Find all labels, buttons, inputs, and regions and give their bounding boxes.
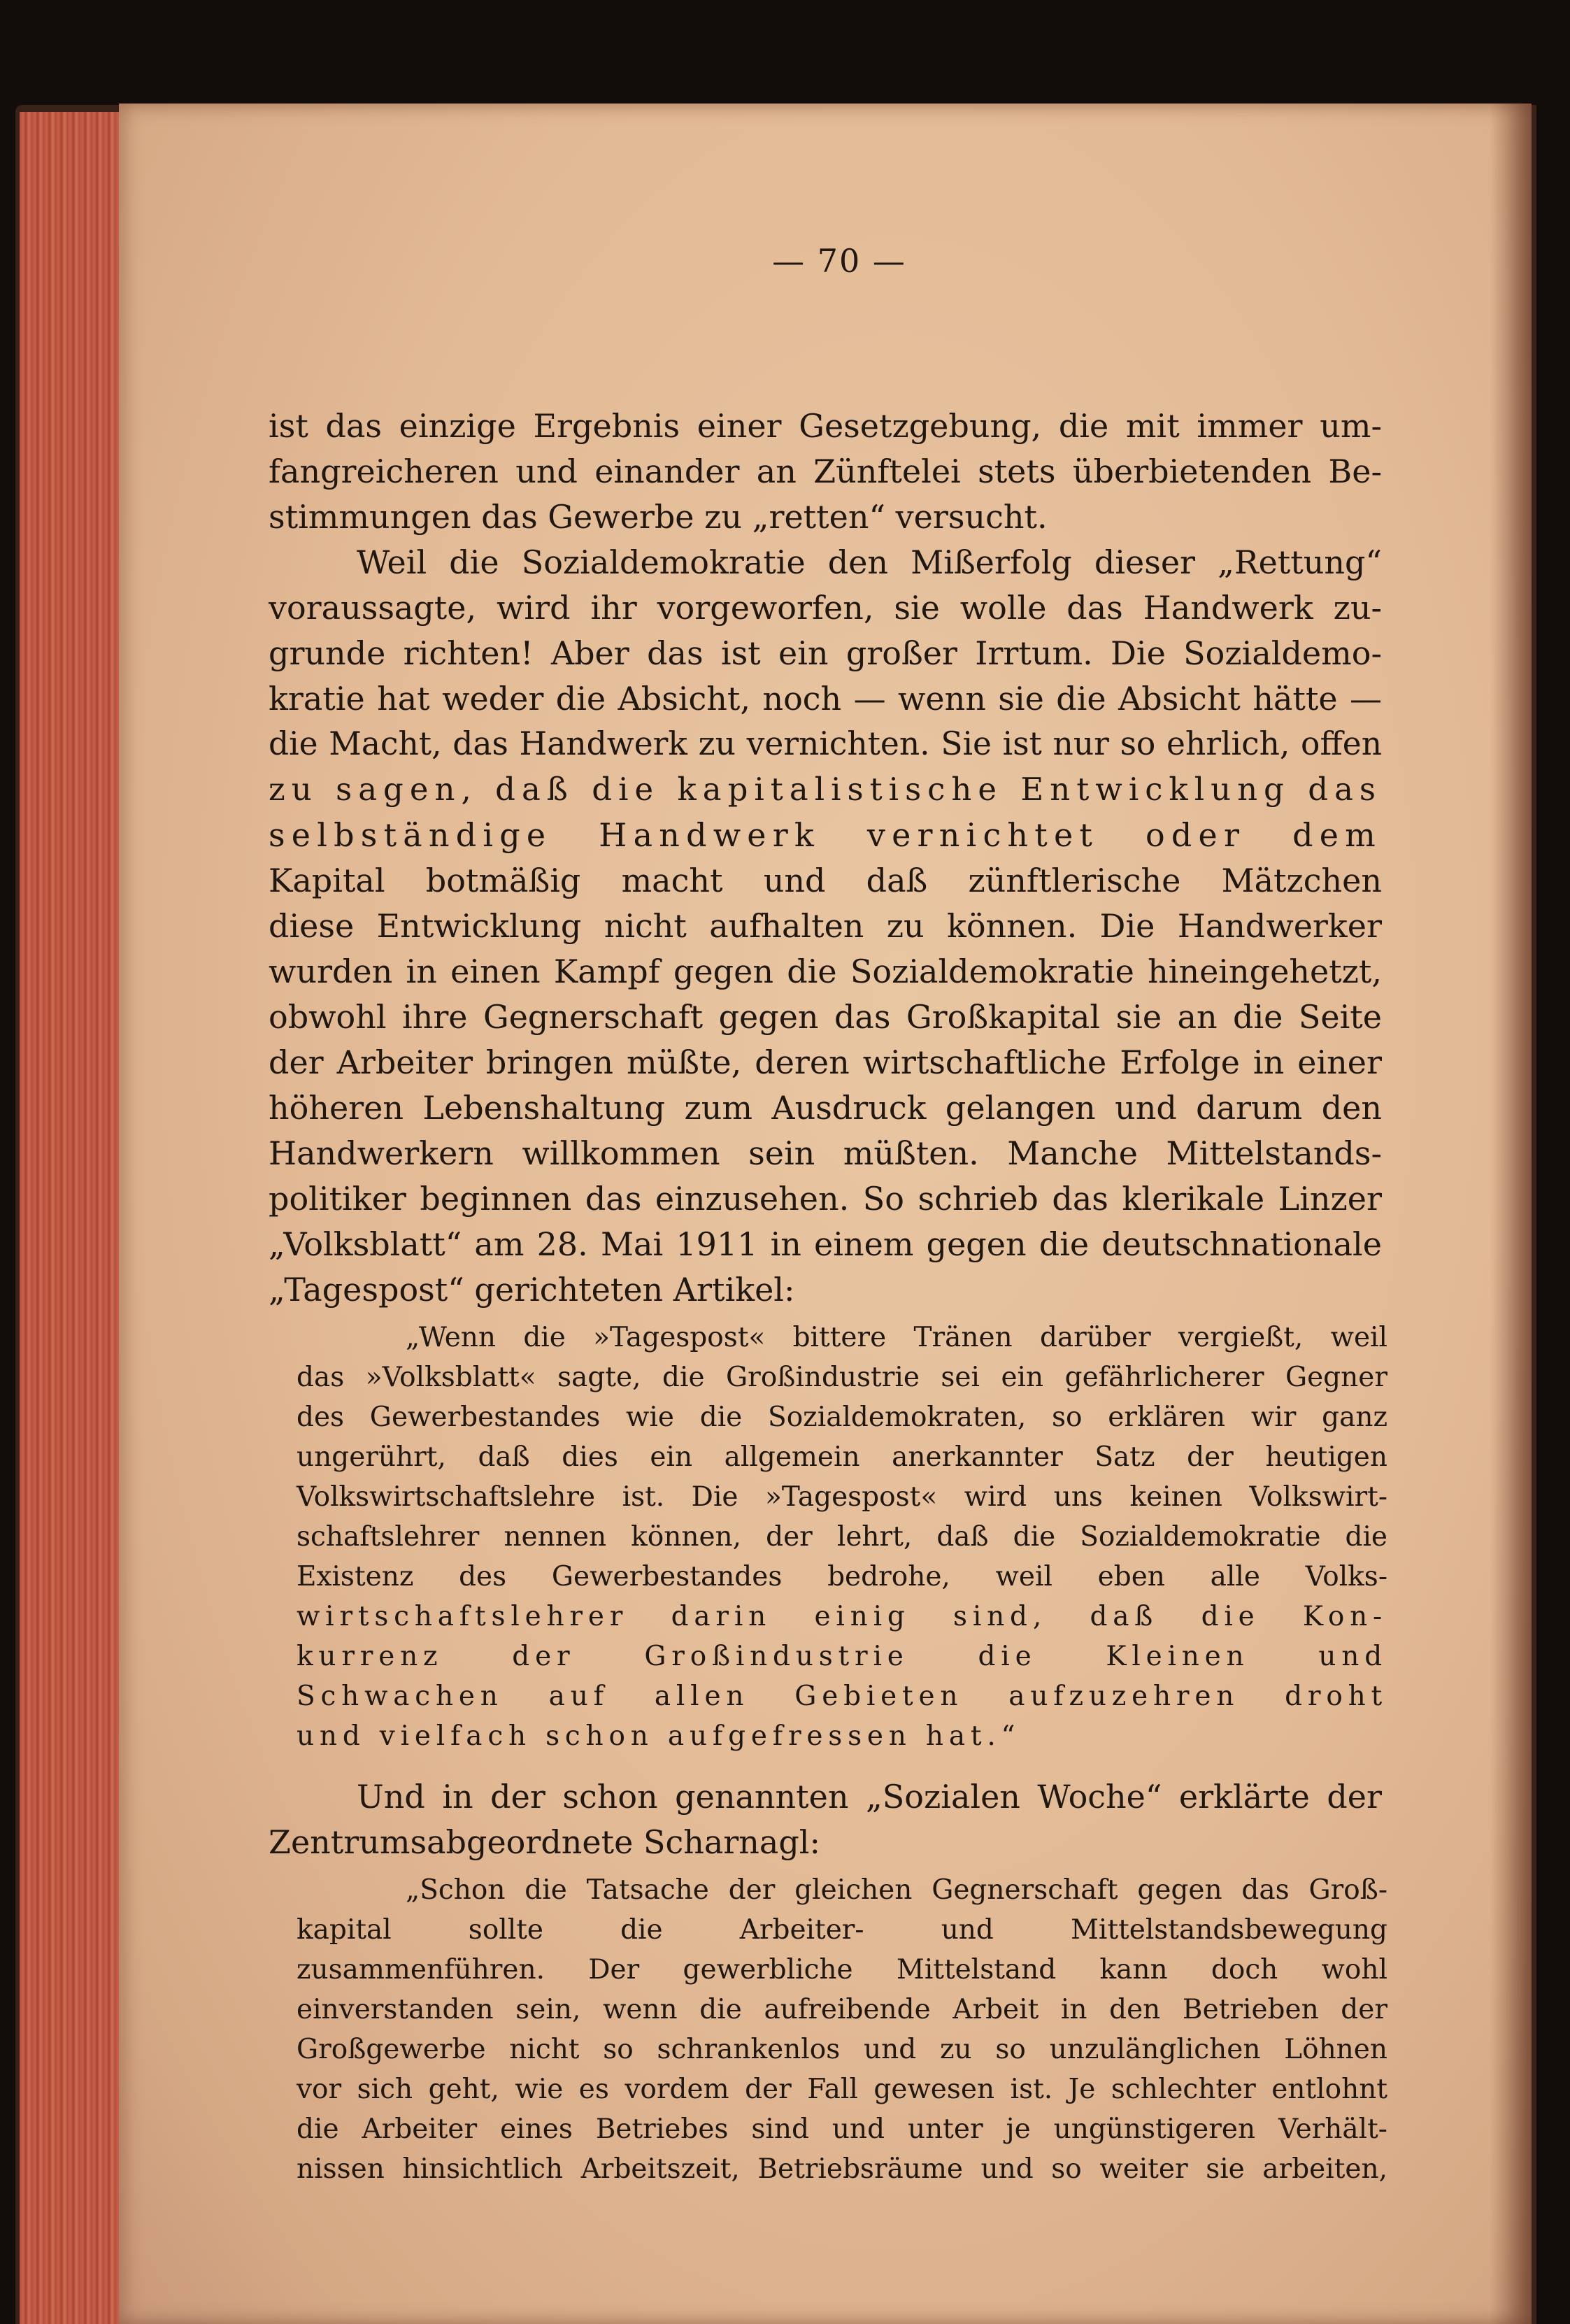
quote-line: und vielfach schon aufgefressen hat.“: [297, 1720, 1021, 1752]
text-line: der Arbeiter bringen müßte, deren wirtschaftliche Erfolge in einer: [269, 1043, 1382, 1081]
text-line: „Tagespost“ gerichteten Artikel:: [269, 1271, 795, 1309]
quote-line: Schwachen auf allen Gebieten aufzuzehren droht: [297, 1681, 1387, 1712]
text-line: Und in der schon genannten „Sozialen Woche“ erklärte der: [357, 1778, 1382, 1816]
quote-line: nissen hinsichtlich Arbeitszeit, Betriebsräume und so weiter sie arbeiten,: [297, 2153, 1387, 2185]
quote-line: die Arbeiter eines Betriebes sind und unter je ungünstigeren Verhält-: [297, 2113, 1387, 2145]
quote-line: kurrenz der Großindustrie die Kleinen und: [297, 1641, 1387, 1672]
text-line: „Volksblatt“ am 28. Mai 1911 in einem gegen die deutschnationale: [269, 1225, 1382, 1263]
quote-line: kapital sollte die Arbeiter- und Mittelstandsbewegung: [297, 1914, 1387, 1946]
text-line: stimmungen das Gewerbe zu „retten“ versucht.: [269, 498, 1048, 536]
text-line: Weil die Sozialdemokratie den Mißerfolg dieser „Rettung“: [357, 543, 1382, 581]
text-line: obwohl ihre Gegnerschaft gegen das Großkapital sie an die Seite: [269, 998, 1382, 1036]
page-number: — 70 —: [772, 242, 906, 280]
text-line: Zentrumsabgeordnete Scharnagl:: [269, 1823, 821, 1861]
page-paper: [119, 104, 1532, 2324]
quote-line: Großgewerbe nicht so schrankenlos und zu so unzulänglichen Löhnen: [297, 2034, 1387, 2065]
quote-line: einverstanden sein, wenn die aufreibende Arbeit in den Betrieben der: [297, 1994, 1387, 2025]
text-line: Handwerkern willkommen sein müßten. Manche Mittelstands-: [269, 1134, 1382, 1172]
text-line: Kapital botmäßig macht und daß zünftlerische Mätzchen: [269, 862, 1382, 899]
quote-line: ungerührt, daß dies ein allgemein anerkannter Satz der heutigen: [297, 1441, 1387, 1473]
quote-line: das »Volksblatt« sagte, die Großindustrie sei ein gefährlicherer Gegner: [297, 1362, 1387, 1393]
quote-line: des Gewerbestandes wie die Sozialdemokraten, so erklären wir ganz: [297, 1402, 1387, 1433]
page-text-block: [119, 104, 1532, 2324]
quote-line: „Wenn die »Tagespost« bittere Tränen darüber vergießt, weil: [406, 1322, 1387, 1353]
text-line: politiker beginnen das einzusehen. So schrieb das klerikale Linzer: [269, 1180, 1382, 1218]
quote-line: vor sich geht, wie es vordem der Fall gewesen ist. Je schlechter entlohnt: [297, 2074, 1387, 2105]
quote-line: Volkswirtschaftslehre ist. Die »Tagespost« wird uns keinen Volkswirt-: [297, 1481, 1387, 1513]
text-line: diese Entwicklung nicht aufhalten zu können. Die Handwerker: [269, 907, 1382, 945]
text-line: ist das einzige Ergebnis einer Gesetzgebung, die mit immer um-: [269, 407, 1382, 445]
page-edges-stack: [20, 112, 127, 2324]
quote-line: Existenz des Gewerbestandes bedrohe, weil eben alle Volks-: [297, 1561, 1387, 1592]
text-line: fangreicheren und einander an Zünftelei stets überbietenden Be-: [269, 452, 1382, 490]
quote-line: „Schon die Tatsache der gleichen Gegnerschaft gegen das Groß-: [406, 1874, 1387, 1906]
text-line: selbständige Handwerk vernichtet oder dem: [269, 816, 1382, 854]
quote-line: wirtschaftslehrer darin einig sind, daß die Kon-: [297, 1601, 1387, 1632]
text-line: höheren Lebenshaltung zum Ausdruck gelangen und darum den: [269, 1089, 1382, 1127]
text-line: wurden in einen Kampf gegen die Sozialdemokratie hineingehetzt,: [269, 953, 1382, 990]
text-line: voraussagte, wird ihr vorgeworfen, sie wolle das Handwerk zu-: [269, 589, 1382, 627]
text-line: zu sagen, daß die kapitalistische Entwicklung das: [269, 771, 1382, 808]
text-line: die Macht, das Handwerk zu vernichten. Sie ist nur so ehrlich, offen: [269, 725, 1382, 762]
text-line: grunde richten! Aber das ist ein großer Irrtum. Die Sozialdemo-: [269, 634, 1382, 672]
quote-line: zusammenführen. Der gewerbliche Mittelstand kann doch wohl: [297, 1954, 1387, 1986]
quote-line: schaftslehrer nennen können, der lehrt, daß die Sozialdemokratie die: [297, 1521, 1387, 1553]
text-line: kratie hat weder die Absicht, noch — wenn sie die Absicht hätte —: [269, 680, 1382, 718]
